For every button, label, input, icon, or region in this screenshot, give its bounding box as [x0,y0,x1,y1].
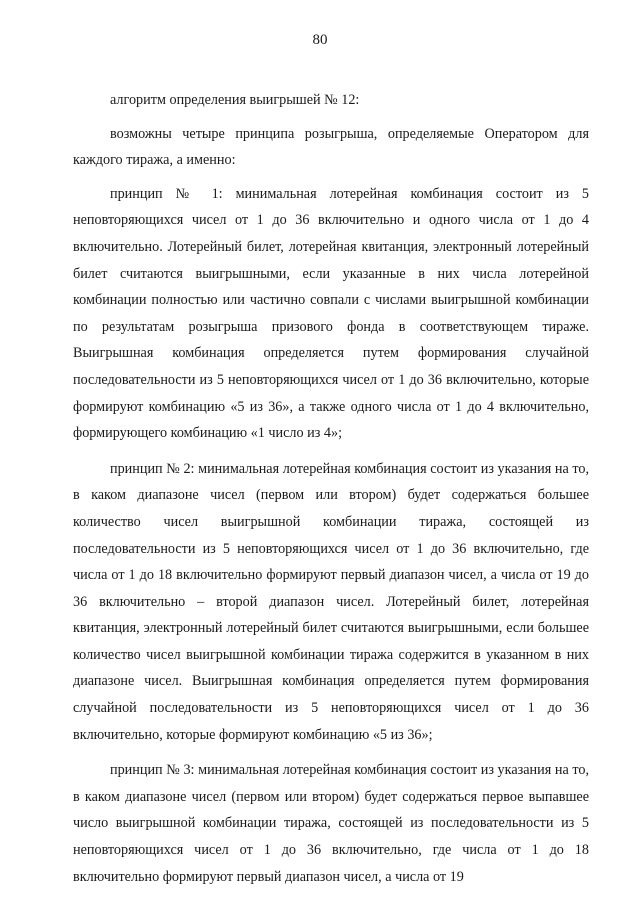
paragraph-heading: алгоритм определения выигрышей № 12: [110,92,360,108]
paragraph-intro: возможны четыре принципа розыгрыша, определяемые Оператором для каждого тиража, а именно: [73,125,589,169]
paragraph-principle-2: принцип № 2: минимальная лотерейная комбинация состоит из указания на то, в каком диапазоне чисел (первом или втором) будет содержаться большее количество чисел выигрышной комбинации тиража, состоящей из последовательности из 5 неповторяющихся чисел от 1 до 36 включительно, где числа от 1 до 18 включительно формируют первый диапазон чисел, а числа от 19 до 36 включительно – второй диапазон чисел. Лотерейный билет, лотерейная квитанция, электронный лотерейный билет считаются выигрышными, если большее количество чисел выигрышной комбинации тиража содержится в указанном в них диапазоне чисел. Выигрышная комбинация определяется путем формирования случайной последовательности из 5 неповторяющихся чисел от 1 до 36 включительно, которые формируют комбинацию «5 из 36»; [73,460,589,743]
page-number: 80 [312,32,328,48]
paragraph-principle-1: принцип № 1: минимальная лотерейная комбинация состоит из 5 неповторяющихся чисел от 1 до 36 включительно и одного числа от 1 до 4 включительно. Лотерейный билет, лотерейная квитанция, электронный лотерейный билет считаются выигрышными, если указанные в них числа лотерейной комбинации полностью или частично совпали с числами выигрышной комбинации по результатам розыгрыша призового фонда в соответствующем тираже. Выигрышная комбинация определяется путем формирования случайной последовательности из 5 неповторяющихся чисел от 1 до 36 включительно, которые формируют комбинацию «5 из 36», а также одного числа от 1 до 4 включительно, формирующего комбинацию «1 число из 4»; [73,185,589,442]
paragraph-principle-3: принцип № 3: минимальная лотерейная комбинация состоит из указания на то, в каком диапазоне чисел (первом или втором) будет содержаться первое выпавшее число выигрышной комбинации тиража, состоящей из последовательности из 5 неповторяющихся чисел от 1 до 36 включительно, где числа от 1 до 18 включительно формируют первый диапазон чисел, а числа от 19 [73,762,589,885]
document-body [73,87,589,890]
